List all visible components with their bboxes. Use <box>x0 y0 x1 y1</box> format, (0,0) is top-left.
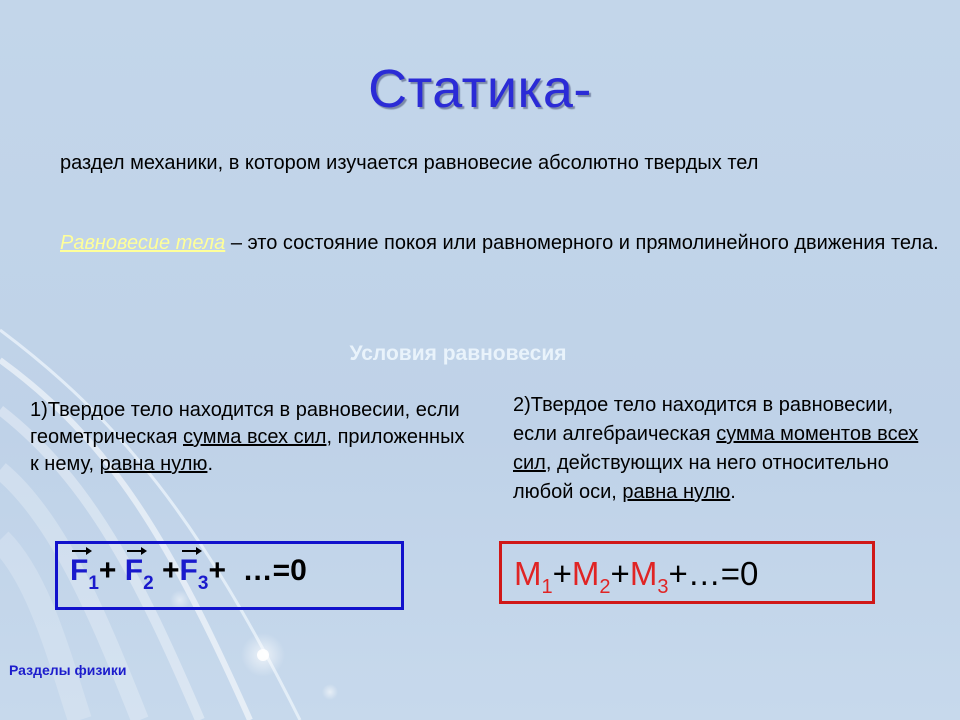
moment-symbol: M <box>629 555 658 592</box>
force-subscript: 1 <box>88 573 99 594</box>
plus-sign: + <box>610 555 630 592</box>
moments-formula-box <box>499 541 875 604</box>
condition2-underlined-sum: сумма моментов всех сил <box>513 423 919 474</box>
moment-symbol: M <box>514 555 542 592</box>
force-vector-2 <box>125 554 143 588</box>
condition1-text-1: 1)Твердое тело находится в равновесии, если геометрическая <box>30 399 460 448</box>
condition2-text-2: , действующих на него относительно любой оси, <box>513 452 889 503</box>
moment-subscript: 1 <box>541 576 553 598</box>
physics-sections-link[interactable]: Разделы физики <box>9 662 127 678</box>
condition1-underlined-sum: сумма всех сил <box>183 426 327 448</box>
force-vector-1 <box>70 554 88 588</box>
force-symbol: F <box>124 554 144 587</box>
moment-subscript: 3 <box>657 576 669 598</box>
page-title: Статика- <box>368 59 592 119</box>
condition2-text-3: . <box>730 481 736 503</box>
plus-sign: + <box>153 554 180 587</box>
plus-sign: + <box>552 555 572 592</box>
moment-subscript: 2 <box>599 576 611 598</box>
forces-formula <box>70 554 307 595</box>
equilibrium-text: – это состояние покоя или равномерного и прямолинейного движения тела. <box>225 232 939 254</box>
force-subscript: 3 <box>197 573 209 594</box>
condition1-underlined-zero: равна нулю <box>99 453 208 475</box>
formula-tail: …=0 <box>225 554 307 587</box>
forces-formula-box <box>55 541 404 610</box>
condition-forces <box>30 397 470 478</box>
equilibrium-term: Равновесие тела <box>60 232 226 254</box>
plus-sign: + <box>208 554 226 587</box>
force-subscript: 2 <box>143 573 154 594</box>
equilibrium-definition <box>42 229 942 258</box>
force-symbol: F <box>70 554 89 587</box>
moments-formula <box>514 555 758 599</box>
condition2-underlined-zero: равна нулю <box>622 481 731 503</box>
formula-tail: +…=0 <box>668 555 759 592</box>
force-vector-3 <box>180 554 198 588</box>
statics-definition: раздел механики, в котором изучается равновесие абсолютно твердых тел <box>60 152 759 174</box>
plus-sign: + <box>98 554 125 587</box>
moment-symbol: M <box>571 555 600 592</box>
force-symbol: F <box>179 554 198 587</box>
condition1-text-2: , приложенных к нему, <box>30 426 465 475</box>
condition2-text-1: 2)Твердое тело находится в равновесии, если алгебраическая <box>513 394 894 445</box>
conditions-heading: Условия равновесия <box>349 342 567 365</box>
condition1-text-3: . <box>207 453 213 475</box>
condition-moments <box>513 391 933 507</box>
